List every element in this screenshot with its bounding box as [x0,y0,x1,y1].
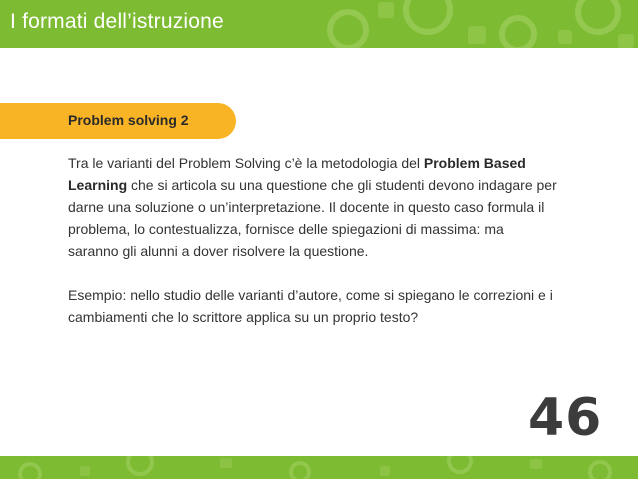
page-title: I formati dell’istruzione [10,10,224,33]
paragraph-2: Esempio: nello studio delle varianti d’autore, come si spiegano le correzioni e i cambiamenti che lo scrittore applica su un proprio testo? [68,287,553,325]
header-bar [0,0,638,48]
body-text [68,152,558,328]
paragraph-1-rest: che si articola su una questione che gli studenti devono indagare per darne una soluzione o un’interpretazione. Il docente in questo caso formula il problema, lo contestualizza, fornisce delle spiegazioni di massima: ma saranno gli alunni a dover risolvere la questione. [68,177,557,259]
footer-bar [0,456,638,479]
page-number: 46 [528,388,603,448]
footer-decorative-pattern [0,456,638,479]
paragraph-1-bold-term: Problem Based Learning [68,155,526,193]
paragraph-1 [68,152,558,262]
header-decorative-pattern [308,0,638,48]
section-tab-label: Problem solving 2 [68,112,189,128]
paragraph-1-intro: Tra le varianti del Problem Solving c’è la metodologia del [68,155,424,171]
